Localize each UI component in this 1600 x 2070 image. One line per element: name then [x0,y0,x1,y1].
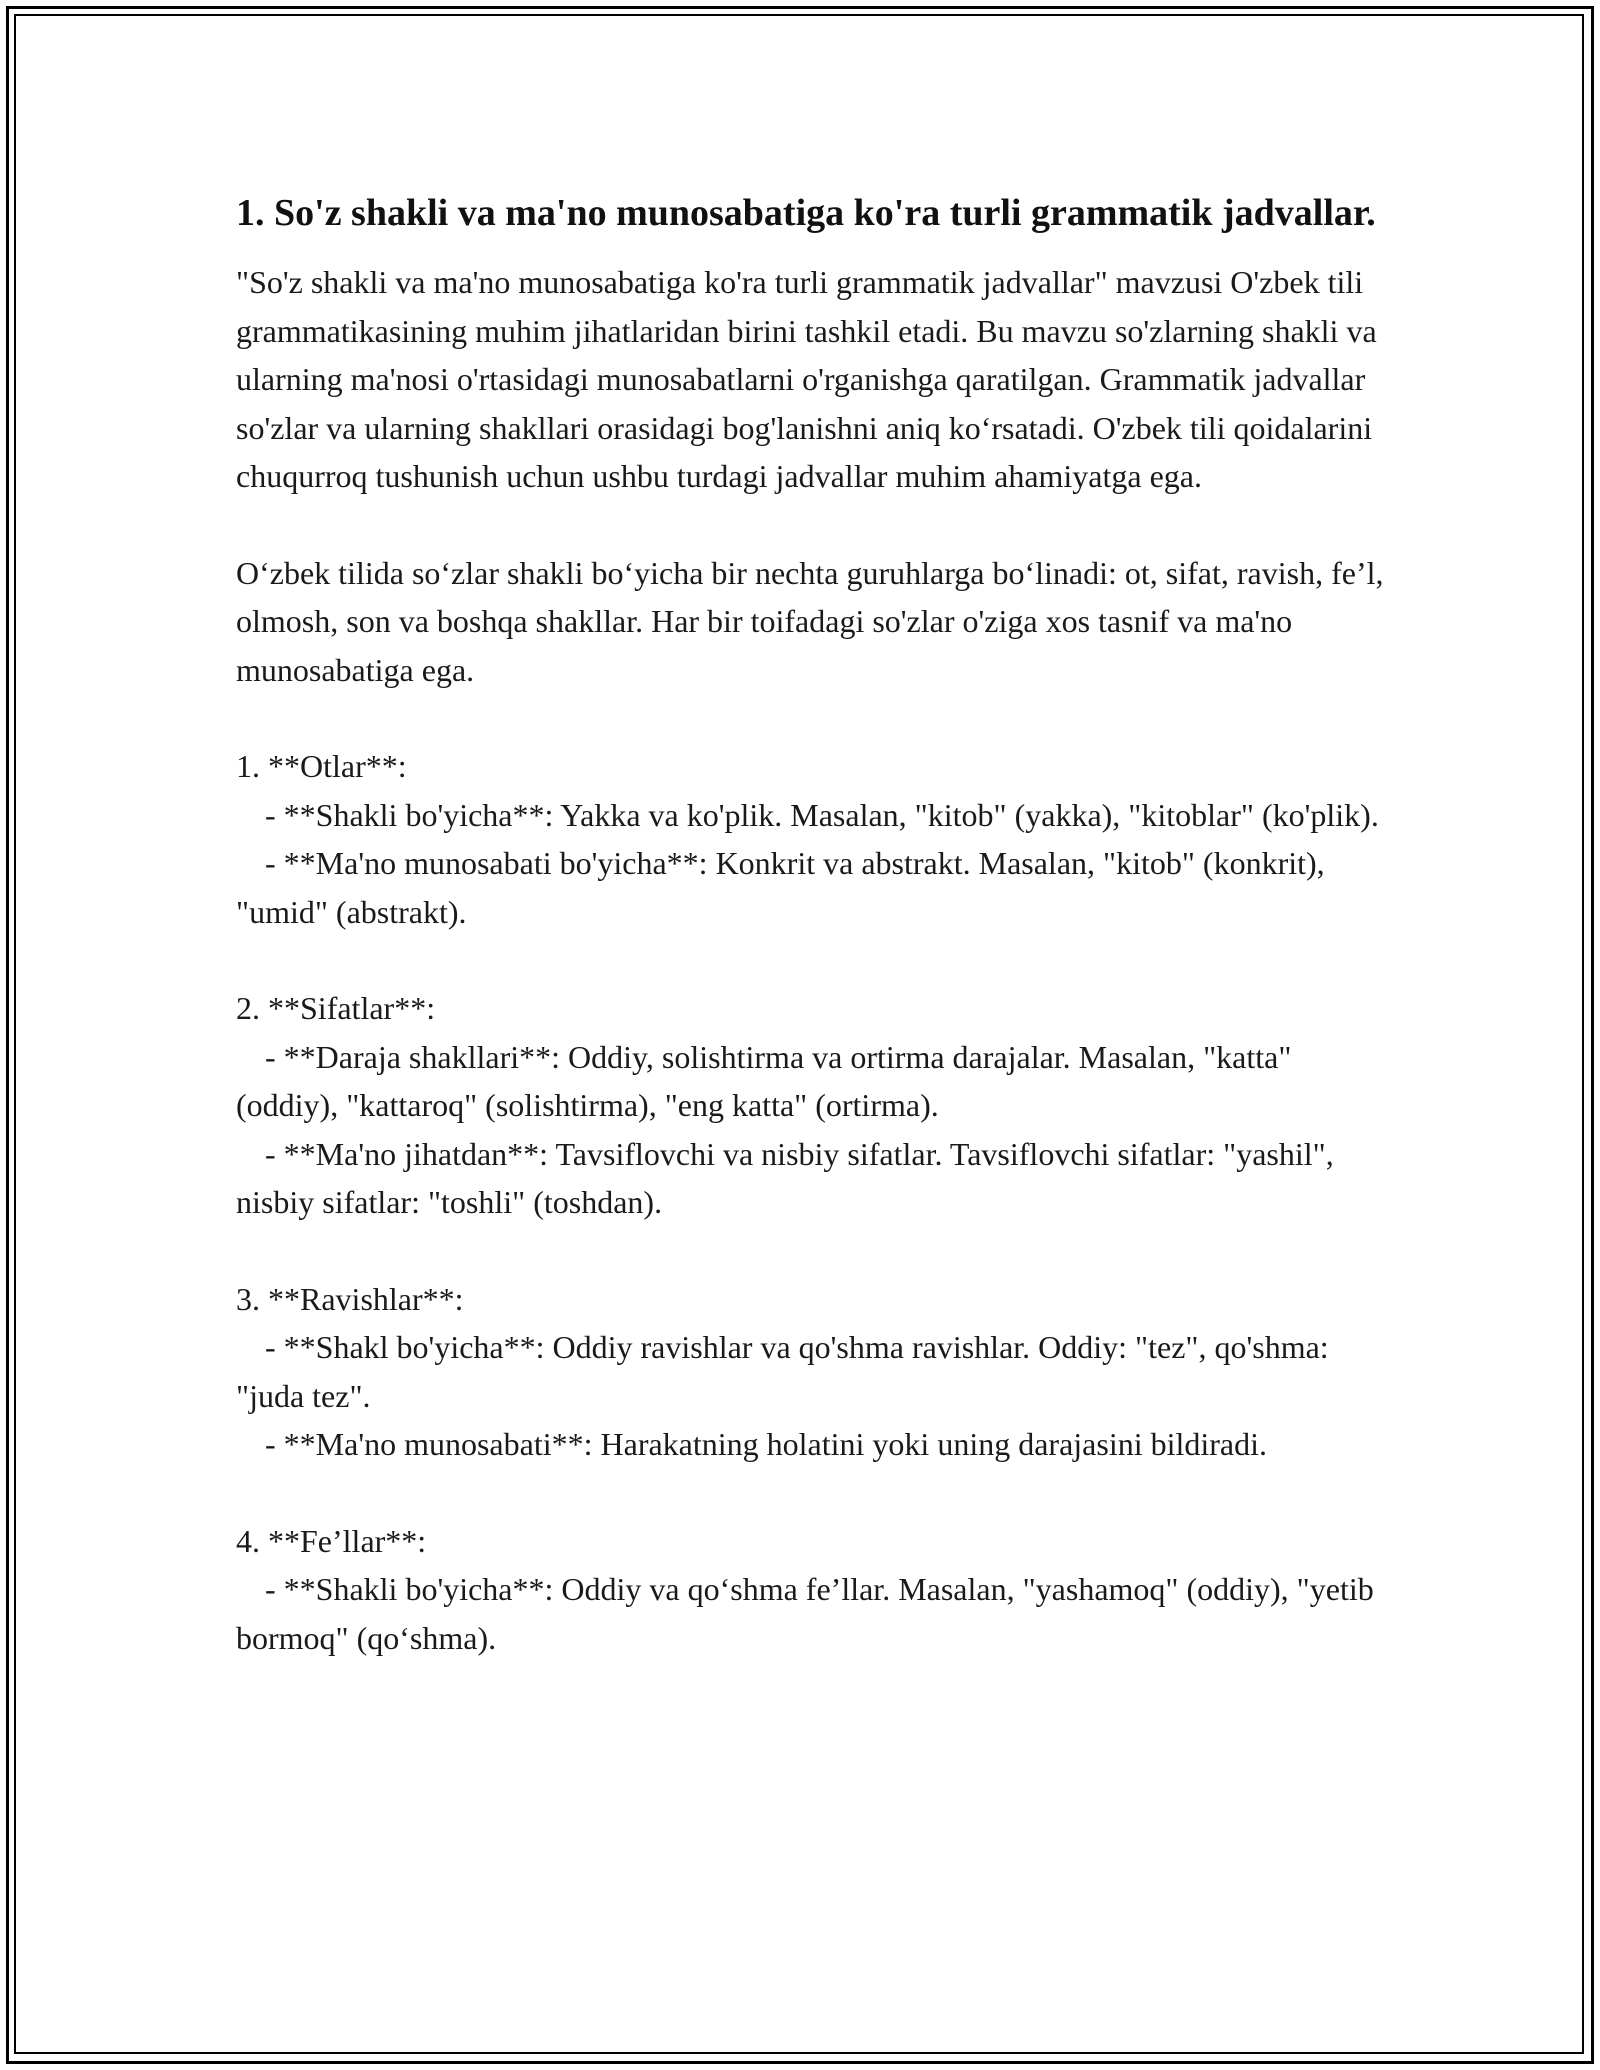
list-item-title: 2. **Sifatlar**: [236,990,436,1026]
list-subitem [236,1323,1386,1420]
list-subitem-text: - **Shakl bo'yicha**: Oddiy ravishlar va qo'shma ravishlar. Oddiy: "tez", qo'shma: "juda tez". [236,1329,1329,1414]
list-item-sifatlar [236,984,1386,1227]
list-item-title: 4. **Fe’llar**: [236,1522,427,1559]
list-item-title: 3. **Ravishlar**: [236,1280,464,1317]
list-item-otlar [236,742,1386,936]
list-item-fellar [236,1517,1386,1663]
list-subitem-text: - **Ma'no jihatdan**: Tavsiflovchi va nisbiy sifatlar. Tavsiflovchi sifatlar: "yashil", nisbiy sifatlar: "toshli" (toshdan). [236,1135,1334,1220]
intro-paragraph: "So'z shakli va ma'no munosabatiga ko'ra turli grammatik jadvallar" mavzusi O'zbek tili grammatikasining muhim jihatlaridan birini tashkil etadi. Bu mavzu so'zlarning shakli va ularning ma'nosi o'rtasidagi munosabatlarni o'rganishga qaratilgan. Grammatik jadvallar so'zlar va ularning shakllari orasidagi bog'lanishni aniq ko‘rsatadi. O'zbek tili qoidalarini chuqurroq tushunish uchun ushbu turdagi jadvallar muhim ahamiyatga ega. [236,264,1377,494]
list-subitem-text: - **Shakli bo'yicha**: Yakka va ko'plik. Masalan, "kitob" (yakka), "kitoblar" (ko'plik). [265,796,1379,833]
list-subitem-text: - **Ma'no munosabati**: Harakatning holatini yoki uning darajasini bildiradi. [265,1426,1268,1462]
list-item-title: 1. **Otlar**: [236,748,407,784]
list-subitem [236,1130,1386,1227]
document-body [236,186,1386,1662]
list-subitem [236,1033,1386,1130]
list-subitem-text: - **Daraja shakllari**: Oddiy, solishtirma va ortirma darajalar. Masalan, "katta" (oddiy), "kattaroq" (solishtirma), "eng katta" (ortirma). [236,1038,1292,1123]
list-subitem [236,839,1386,936]
word-classes-paragraph: O‘zbek tilida so‘zlar shakli bo‘yicha bir nechta guruhlarga bo‘linadi: ot, sifat, ravish, fe’l, olmosh, son va boshqa shakllar. Har bir toifadagi so'zlar o'ziga xos tasnif va ma'no munosabatiga ega. [236,554,1384,688]
list-subitem [236,791,1386,840]
list-subitem [236,1420,1386,1469]
list-subitem-text: - **Ma'no munosabati bo'yicha**: Konkrit va abstrakt. Masalan, "kitob" (konkrit), "umid" (abstrakt). [236,845,1325,930]
section-heading: 1. So'z shakli va ma'no munosabatiga ko'ra turli grammatik jadvallar. [236,192,1376,234]
list-subitem [236,1565,1386,1662]
word-class-list [236,742,1386,1662]
list-subitem-text: - **Shakli bo'yicha**: Oddiy va qo‘shma fe’llar. Masalan, "yashamoq" (oddiy), "yetib bormoq" (qo‘shma). [236,1571,1374,1656]
list-item-ravishlar [236,1275,1386,1469]
